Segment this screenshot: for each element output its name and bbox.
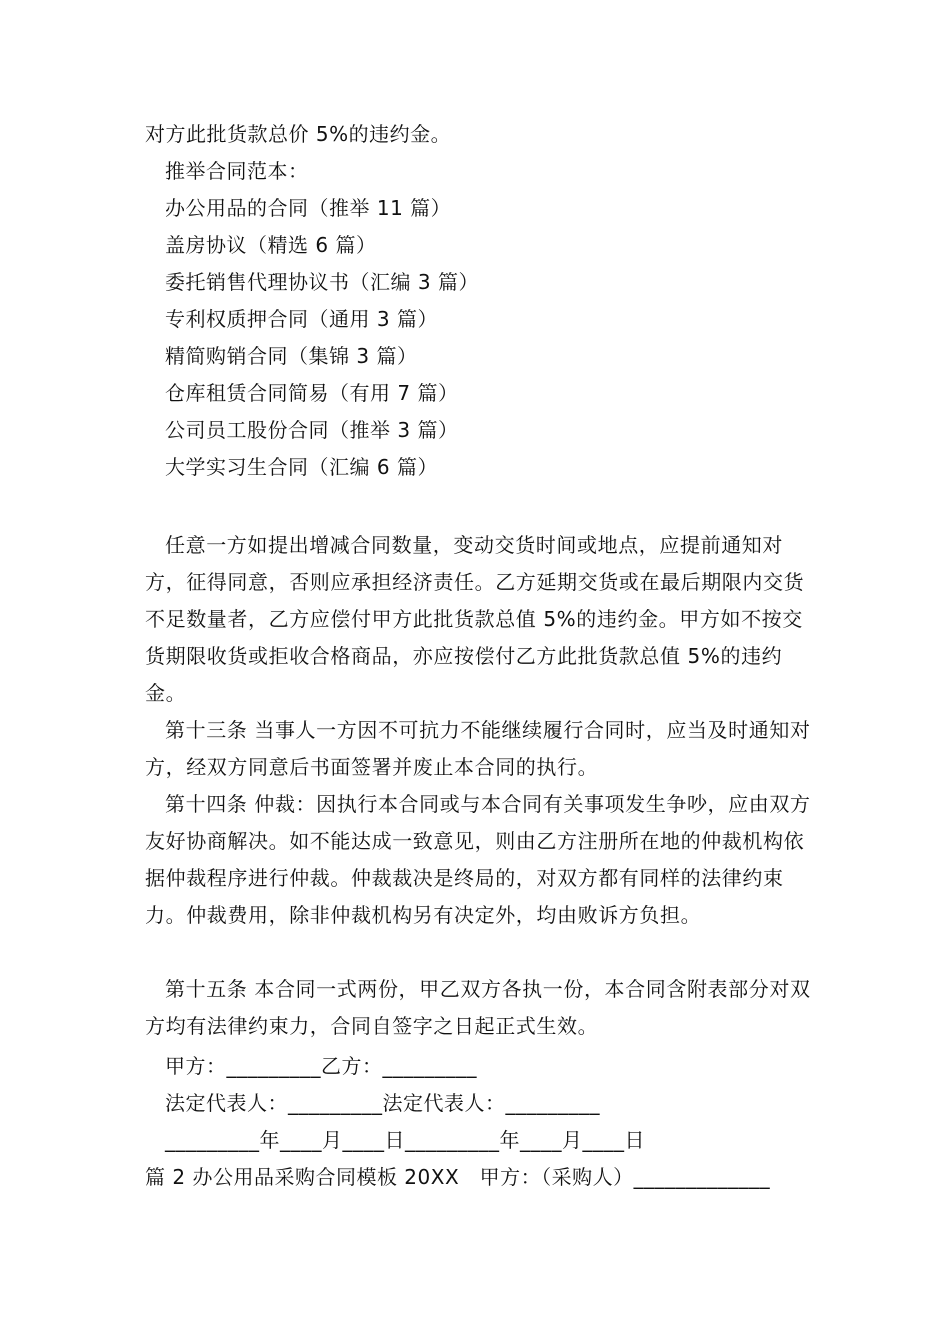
recommend-item: 大学实习生合同（汇编 6 篇） (165, 455, 438, 479)
signature-representatives: 法定代表人：_________法定代表人：_________ (165, 1091, 600, 1115)
paragraph-article-14: 第十四条 仲裁：因执行本合同或与本合同有关事项发生争吵，应由双方友好协商解决。如不能达成一致意见，则由乙方注册所在地的仲裁机构依据仲裁程序进行仲裁。仲裁裁决是终局的，对双方都有同样的法律约束力。仲裁费用，除非仲裁机构另有决定外，均由败诉方负担。 (145, 792, 811, 927)
signature-dates: _________年____月____日_________年____月____日 (165, 1128, 645, 1152)
continuation-line: 对方此批货款总价 5%的违约金。 (145, 122, 452, 146)
recommend-item: 仓库租赁合同简易（有用 7 篇） (165, 381, 459, 405)
recommend-item: 专利权质押合同（通用 3 篇） (165, 307, 438, 331)
paragraph-article-13: 第十三条 当事人一方因不可抗力不能继续履行合同时，应当及时通知对方，经双方同意后书面签署并废止本合同的执行。 (145, 718, 811, 779)
paragraph-article-15: 第十五条 本合同一式两份，甲乙双方各执一份，本合同含附表部分对双方均有法律约束力，合同自签字之日起正式生效。 (145, 977, 811, 1038)
next-section-heading: 篇 2 办公用品采购合同模板 20XX 甲方：（采购人）_____________ (145, 1165, 771, 1189)
recommend-item: 公司员工股份合同（推举 3 篇） (165, 418, 459, 442)
recommend-heading: 推举合同范本： (165, 159, 309, 183)
recommend-item: 盖房协议（精选 6 篇） (165, 233, 377, 257)
recommend-item: 委托销售代理协议书（汇编 3 篇） (165, 270, 479, 294)
recommend-item: 办公用品的合同（推举 11 篇） (165, 196, 452, 220)
paragraph-change-delivery: 任意一方如提出增减合同数量，变动交货时间或地点，应提前通知对方，征得同意，否则应承担经济责任。乙方延期交货或在最后期限内交货不足数量者，乙方应偿付甲方此批货款总值 5%的违约金。甲方如不按交货期限收货或拒收合格商品，亦应按偿付乙方此批货款总值 5%的违约金。 (145, 533, 805, 705)
recommend-item: 精简购销合同（集锦 3 篇） (165, 344, 418, 368)
signature-parties: 甲方：_________乙方：_________ (165, 1054, 477, 1078)
